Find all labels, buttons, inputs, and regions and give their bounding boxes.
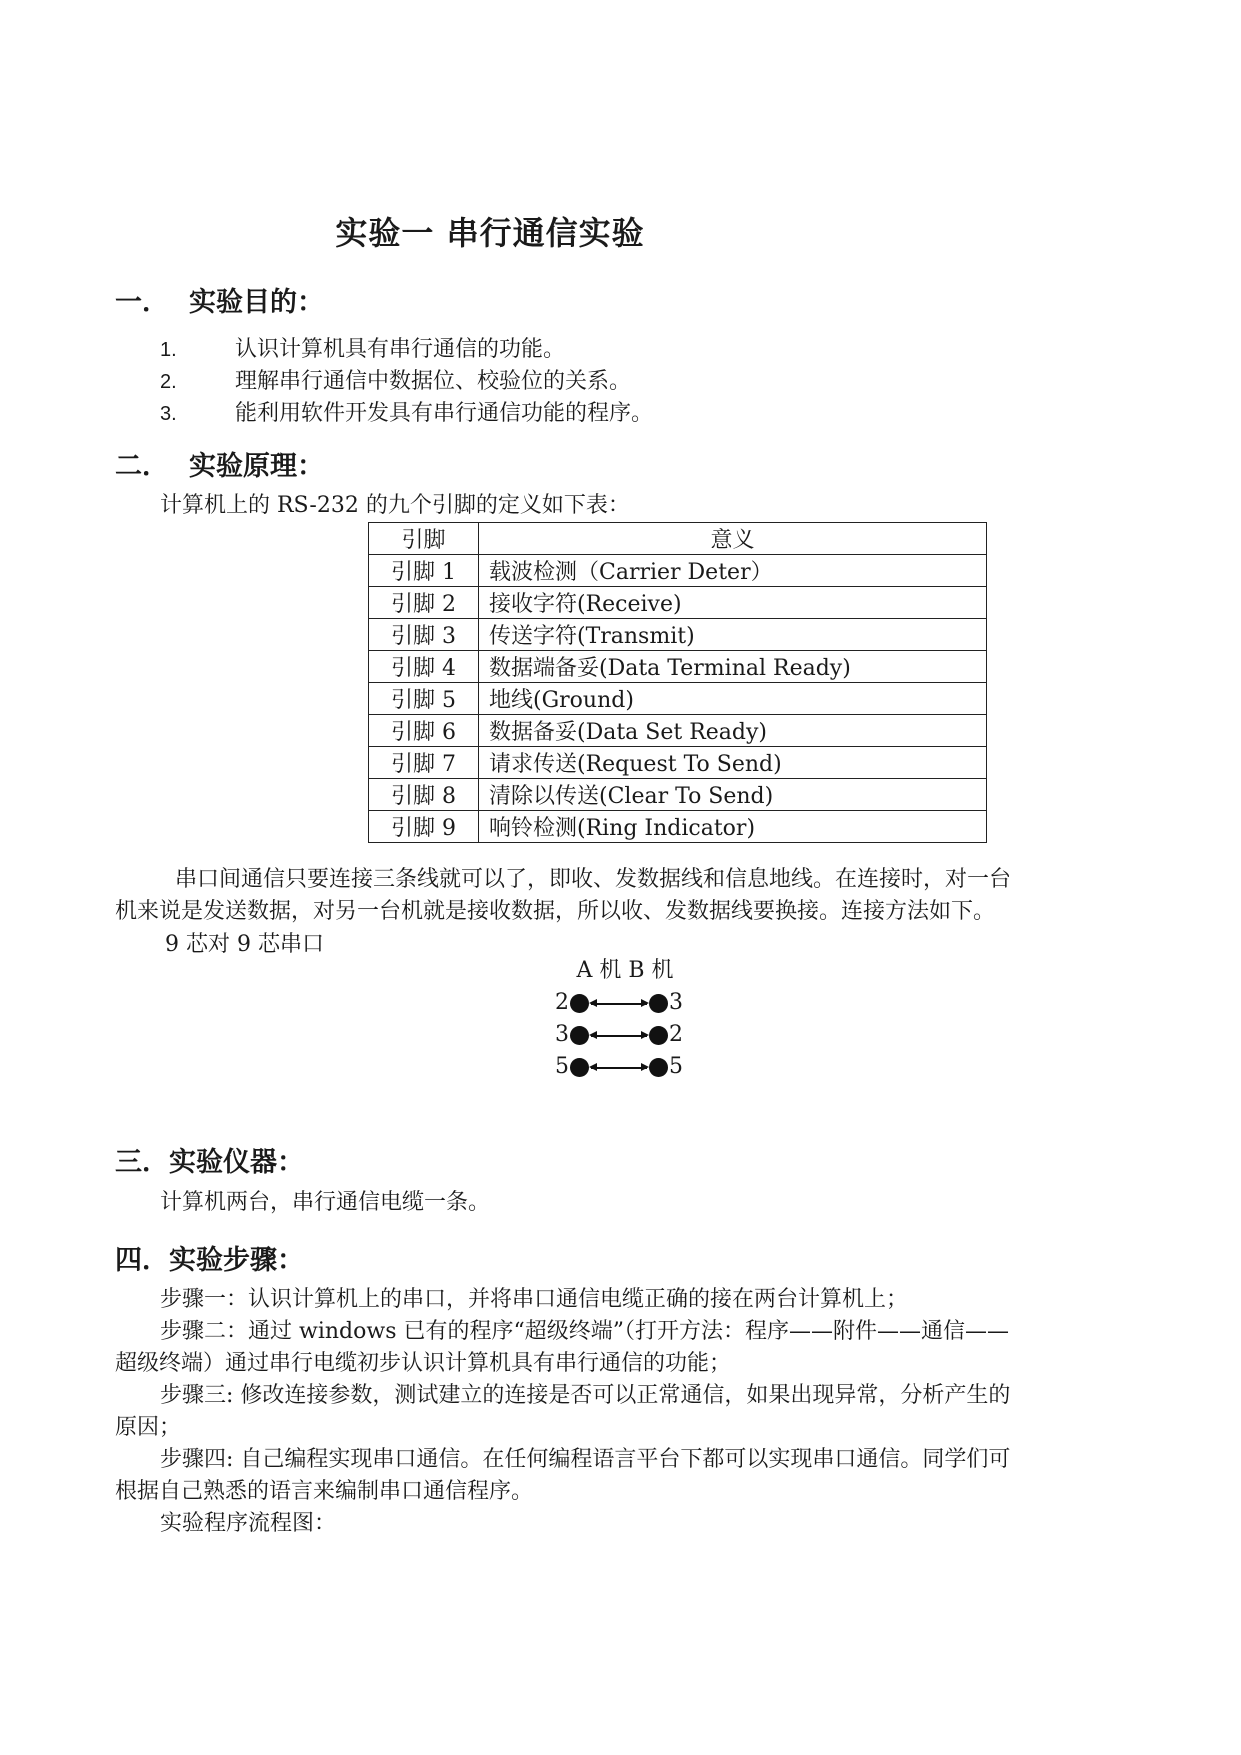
table-row xyxy=(369,683,987,715)
step-text: 超级终端）通过串行电缆初步认识计算机具有串行通信的功能； xyxy=(115,1351,732,1376)
table-row xyxy=(369,619,987,651)
pin-dot-icon xyxy=(649,1026,668,1045)
goal-number: 3. xyxy=(160,403,177,425)
table-row xyxy=(369,651,987,683)
section-heading-goals xyxy=(115,280,324,319)
step-text: 步骤一：认识计算机上的串口，并将串口通信电缆正确的接在两台计算机上； xyxy=(160,1287,909,1312)
pin-dot-icon xyxy=(649,994,668,1013)
meaning-cell: 载波检测（Carrier Deter） xyxy=(479,555,987,587)
goal-number: 2. xyxy=(160,371,177,393)
step-text: 原因； xyxy=(115,1415,182,1440)
wiring-pair xyxy=(555,1019,695,1051)
table-header-row xyxy=(369,523,987,555)
meaning-cell: 响铃检测(Ring Indicator) xyxy=(479,811,987,843)
double-arrow-icon xyxy=(591,1067,647,1069)
step-text: 步骤四: 自己编程实现串口通信。在任何编程语言平台下都可以实现串口通信。同学们可 xyxy=(160,1447,1011,1472)
wiring-pair xyxy=(555,987,695,1019)
goal-item xyxy=(160,332,565,363)
serial-wiring-diagram xyxy=(555,955,695,1083)
step-text: 步骤二：通过 windows 已有的程序“超级终端”（打开方法：程序——附件——通信—— xyxy=(160,1319,1009,1344)
goal-item xyxy=(160,396,653,427)
table-row xyxy=(369,555,987,587)
pin-cell: 引脚 6 xyxy=(369,715,479,747)
wiring-caption: 9 芯对 9 芯串口 xyxy=(165,932,324,957)
step-text: 步骤三: 修改连接参数，测试建立的连接是否可以正常通信，如果出现异常，分析产生的 xyxy=(160,1383,1011,1408)
pin-definition-table xyxy=(368,522,987,843)
pin-a-number: 5 xyxy=(555,1054,569,1079)
section-title: 实验目的： xyxy=(189,287,324,318)
goal-number: 1. xyxy=(160,339,177,361)
pin-dot-icon xyxy=(570,1058,589,1077)
table-row xyxy=(369,587,987,619)
step-text: 根据自己熟悉的语言来编制串口通信程序。 xyxy=(115,1479,534,1504)
column-header-meaning: 意义 xyxy=(479,523,987,555)
section-number: 四． xyxy=(115,1245,169,1276)
pin-dot-icon xyxy=(649,1058,668,1077)
wiring-pair xyxy=(555,1051,695,1083)
pin-cell: 引脚 5 xyxy=(369,683,479,715)
principle-paragraph-line: 机来说是发送数据，对另一台机就是接收数据，所以收、发数据线要换接。连接方法如下。 xyxy=(115,899,996,924)
table-row xyxy=(369,779,987,811)
section-number: 二． xyxy=(115,451,169,482)
column-header-pin: 引脚 xyxy=(369,523,479,555)
table-row xyxy=(369,715,987,747)
document-title: 实验一 串行通信实验 xyxy=(335,214,645,252)
pin-b-number: 5 xyxy=(669,1054,683,1079)
pin-b-number: 2 xyxy=(669,1022,683,1047)
principle-paragraph-line: 串口间通信只要连接三条线就可以了，即收、发数据线和信息地线。在连接时，对一台 xyxy=(175,867,1012,892)
goal-text: 认识计算机具有串行通信的功能。 xyxy=(235,337,566,362)
goal-text: 能利用软件开发具有串行通信功能的程序。 xyxy=(235,401,654,426)
meaning-cell: 清除以传送(Clear To Send) xyxy=(479,779,987,811)
pin-cell: 引脚 7 xyxy=(369,747,479,779)
meaning-cell: 地线(Ground) xyxy=(479,683,987,715)
pin-dot-icon xyxy=(570,994,589,1013)
pin-cell: 引脚 2 xyxy=(369,587,479,619)
meaning-cell: 传送字符(Transmit) xyxy=(479,619,987,651)
double-arrow-icon xyxy=(591,1003,647,1005)
section-number: 三． xyxy=(115,1147,169,1178)
pin-dot-icon xyxy=(570,1026,589,1045)
meaning-cell: 请求传送(Request To Send) xyxy=(479,747,987,779)
meaning-cell: 接收字符(Receive) xyxy=(479,587,987,619)
pin-a-number: 2 xyxy=(555,990,569,1015)
table-row xyxy=(369,747,987,779)
pin-cell: 引脚 8 xyxy=(369,779,479,811)
section-title: 实验步骤： xyxy=(169,1245,304,1276)
equipment-text: 计算机两台，串行通信电缆一条。 xyxy=(160,1190,491,1215)
flowchart-caption: 实验程序流程图： xyxy=(160,1511,337,1536)
section-heading-equipment xyxy=(115,1140,304,1179)
section-title: 实验仪器： xyxy=(169,1147,304,1178)
double-arrow-icon xyxy=(591,1035,647,1037)
principle-intro: 计算机上的 RS-232 的九个引脚的定义如下表： xyxy=(160,493,630,518)
pin-cell: 引脚 1 xyxy=(369,555,479,587)
section-heading-steps xyxy=(115,1238,304,1277)
pin-b-number: 3 xyxy=(669,990,683,1015)
section-heading-principle xyxy=(115,444,324,483)
section-number: 一． xyxy=(115,287,169,318)
table-row xyxy=(369,811,987,843)
pin-cell: 引脚 4 xyxy=(369,651,479,683)
goal-text: 理解串行通信中数据位、校验位的关系。 xyxy=(235,369,632,394)
section-title: 实验原理： xyxy=(189,451,324,482)
pin-cell: 引脚 3 xyxy=(369,619,479,651)
goal-item xyxy=(160,364,631,395)
meaning-cell: 数据端备妥(Data Terminal Ready) xyxy=(479,651,987,683)
pin-cell: 引脚 9 xyxy=(369,811,479,843)
wiring-header: A 机 B 机 xyxy=(576,958,674,983)
meaning-cell: 数据备妥(Data Set Ready) xyxy=(479,715,987,747)
pin-a-number: 3 xyxy=(555,1022,569,1047)
